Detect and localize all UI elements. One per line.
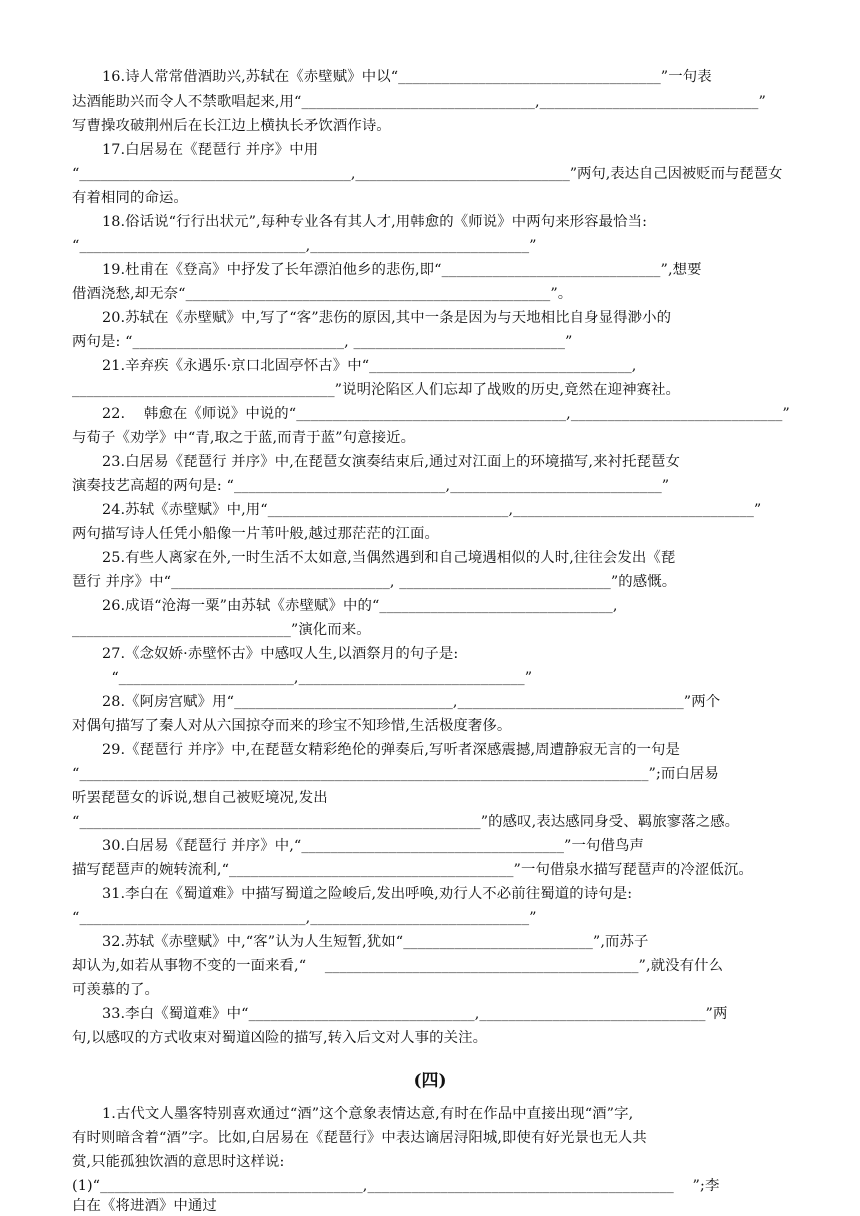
- section-title: (四): [413, 1071, 447, 1091]
- q31-line-1: 31.李白在《蜀道难》中描写蜀道之险峻后,发出呼唤,劝行人不必前往蜀道的诗句是:: [102, 886, 633, 902]
- q21-line-2: ____________________________________”说明沦陷区人们忘却了战败的历史,竟然在迎神赛社。: [72, 382, 681, 398]
- q25-line-1: 25.有些人离家在外,一时生活不太如意,当偶然遇到和自己境遇相似的人时,往往会发出《琵: [102, 550, 676, 566]
- s4-q1-line-1: 1.古代文人墨客特别喜欢通过“酒”这个意象表情达意,有时在作品中直接出现“酒”字,: [102, 1106, 634, 1122]
- q16-line-1: 16.诗人常常借酒助兴,苏轼在《赤壁赋》中以“____________________________________”一句表: [102, 69, 712, 85]
- q18-line-2: “_______________________________,______________________________”: [72, 238, 537, 254]
- q23-line-1: 23.白居易《琵琶行 并序》中,在琵琶女演奏结束后,通过对江面上的环境描写,来衬托琵琶女: [102, 454, 681, 470]
- q33-line-1: 33.李白《蜀道难》中“_______________________________,_______________________________”两: [102, 1006, 728, 1022]
- q29-line-4: “_______________________________________________________”的感叹,表达感同身受、羁旅寥落之感。: [72, 814, 740, 830]
- q22-line-1: 22. 韩愈在《师说》中说的“_____________________________________,_____________________________”: [102, 406, 790, 422]
- q21-line-1: 21.辛弃疾《永遇乐·京口北固亭怀古》中“____________________________________,: [102, 358, 637, 374]
- q18-line-1: 18.俗话说“行行出状元”,每种专业各有其人才,用韩愈的《师说》中两句来形容最恰当:: [102, 214, 648, 230]
- q23-line-2: 演奏技艺高超的两句是: “_____________________________,_____________________________”: [72, 478, 670, 494]
- q19-line-1: 19.杜甫在《登高》中抒发了长年漂泊他乡的悲伤,即“______________________________”,想要: [102, 262, 702, 278]
- q26-line-1: 26.成语“沧海一粟”由苏轼《赤壁赋》中的“________________________________,: [102, 598, 618, 614]
- q32-line-1: 32.苏轼《赤壁赋》中,“客”认为人生短暂,犹如“__________________________”,而苏子: [102, 934, 649, 950]
- q32-line-2: 却认为,如若从事物不变的一面来看,“ ___________________________________________”,就没有什么: [72, 958, 724, 974]
- s4-q1-line-5: 白在《将进酒》中通过: [72, 1198, 217, 1214]
- q28-line-2: 对偶句描写了秦人对从六国掠夺而来的珍宝不知珍惜,生活极度奢侈。: [72, 718, 512, 734]
- q32-line-3: 可羡慕的了。: [72, 982, 159, 998]
- q17-line-2: “______________________________________,______________________________”两句,表达自己因被贬而与琵琶女: [72, 166, 783, 182]
- q20-line-2: 两句是: “_____________________________, _____________________________”: [72, 334, 573, 350]
- q27-line-1: 27.《念奴娇·赤壁怀古》中感叹人生,以酒祭月的句子是:: [102, 646, 459, 662]
- q33-line-2: 句,以感叹的方式收束对蜀道凶险的描写,转入后文对人事的关注。: [72, 1030, 488, 1046]
- q16-line-3: 写曹操攻破荆州后在长江边上横执长矛饮酒作诗。: [72, 118, 391, 134]
- q19-line-2: 借酒浇愁,却无奈“__________________________________________________”。: [72, 286, 573, 302]
- q30-line-2: 描写琵琶声的婉转流利,“_______________________________________”一句借泉水描写琵琶声的冷涩低沉。: [72, 862, 753, 878]
- q29-line-1: 29.《琵琶行 并序》中,在琵琶女精彩绝伦的弹奏后,写听者深感震撼,周遭静寂无言的一句是: [102, 742, 681, 758]
- s4-q1-line-3: 赏,只能孤独饮酒的意思时这样说:: [72, 1154, 285, 1170]
- q17-line-1: 17.白居易在《琵琶行 并序》中用: [102, 142, 319, 158]
- q28-line-1: 28.《阿房宫赋》用“______________________________,_______________________________”两个: [102, 694, 721, 710]
- s4-q1-line-4: (1)“____________________________________,__________________________________________ ”;李: [72, 1178, 720, 1194]
- q20-line-1: 20.苏轼在《赤壁赋》中,写了“客”悲伤的原因,其中一条是因为与天地相比自身显得渺小的: [102, 310, 672, 326]
- q26-line-2: ______________________________”演化而来。: [72, 622, 371, 638]
- q24-line-2: 两句描写诗人任凭小船像一片苇叶般,越过那茫茫的江面。: [72, 526, 439, 542]
- q24-line-1: 24.苏轼《赤壁赋》中,用“_________________________________,_________________________________”: [102, 502, 762, 518]
- q22-line-2: 与荀子《劝学》中“青,取之于蓝,而青于蓝”句意接近。: [72, 430, 416, 446]
- q29-line-3: 听罢琵琶女的诉说,想自己被贬境况,发出: [72, 790, 328, 806]
- q25-line-2: 琶行 并序》中“______________________________, _____________________________”的感慨。: [72, 574, 677, 590]
- q16-line-2: 达酒能助兴而令人不禁歌唱起来,用“________________________________,______________________________”: [72, 94, 766, 110]
- s4-q1-line-2: 有时则暗含着“酒”字。比如,白居易在《琵琶行》中表达谪居浔阳城,即使有好光景也无人共: [72, 1130, 647, 1146]
- q17-line-3: 有着相同的命运。: [72, 190, 188, 206]
- q27-line-2: “________________________,_______________________________”: [102, 670, 533, 686]
- q29-line-2: “______________________________________________________________________________”;而白居易: [72, 766, 719, 782]
- q31-line-2: “_______________________________,______________________________”: [72, 910, 537, 926]
- q30-line-1: 30.白居易《琵琶行 并序》中,“____________________________________”一句借鸟声: [102, 838, 644, 854]
